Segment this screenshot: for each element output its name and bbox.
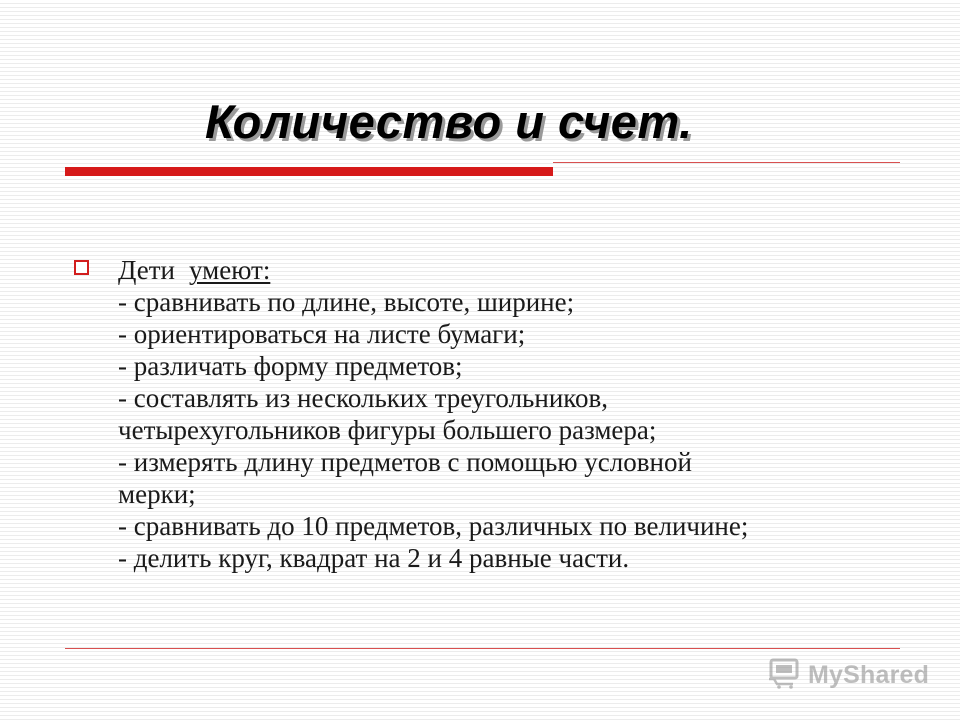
content-line: - сравнивать по длине, высоте, ширине; <box>118 287 575 317</box>
footer-divider-line <box>65 648 900 649</box>
monitor-cart-icon <box>768 657 802 694</box>
lead-word: Дети <box>118 255 175 285</box>
watermark <box>768 657 929 693</box>
lead-underlined-word: умеют: <box>188 255 271 285</box>
content-line: мерки; <box>118 479 196 509</box>
content-line: четырехугольников фигуры большего размера; <box>118 415 657 445</box>
content-line: - измерять длину предметов с помощью условной <box>118 447 692 477</box>
watermark-text: MyShared <box>808 660 930 689</box>
slide-title: Количество и счет. <box>205 95 693 148</box>
content-line: - делить круг, квадрат на 2 и 4 равные части. <box>118 543 630 573</box>
square-bullet-icon <box>74 260 89 275</box>
content-line: - сравнивать до 10 предметов, различных по величине; <box>118 511 749 541</box>
content-line: - ориентироваться на листе бумаги; <box>118 319 526 349</box>
content-line: - различать форму предметов; <box>118 351 463 381</box>
content-lead-line <box>118 254 918 286</box>
title-divider-line <box>553 162 900 163</box>
bullet-content <box>118 254 918 574</box>
title-underline-bar <box>65 167 553 176</box>
content-line: - составлять из нескольких треугольников, <box>118 383 609 413</box>
